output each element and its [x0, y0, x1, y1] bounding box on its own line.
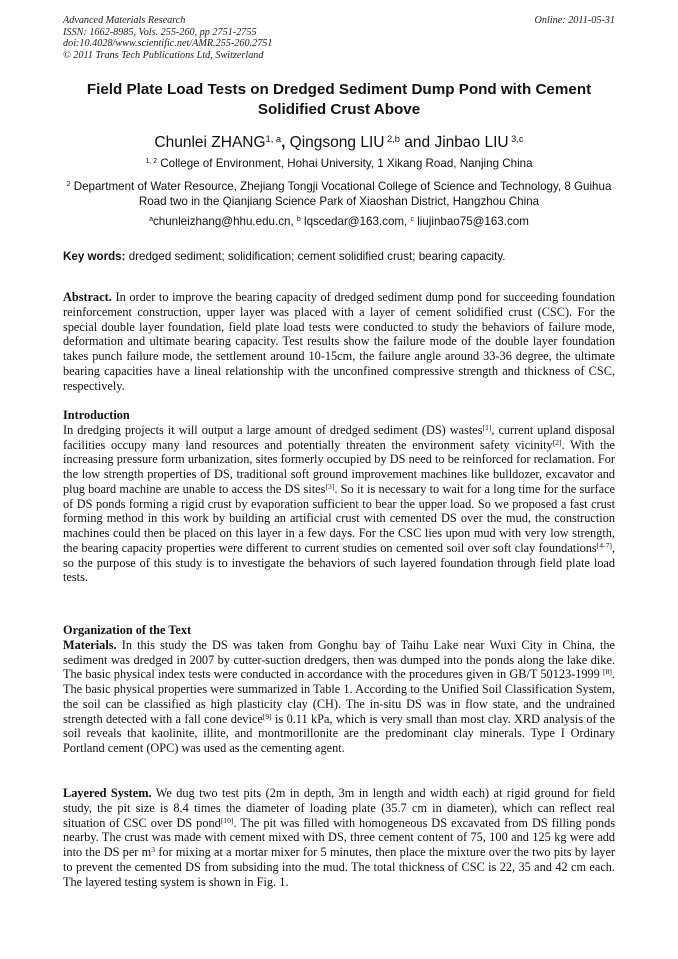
author-2: Qingsong LIU [285, 134, 385, 151]
materials-paragraph [63, 638, 615, 756]
layered-text-3: for mixing at a mortar mixer for 5 minutes, then place the mixture over the two pits by layer to prevent the cemented DS from subsiding into the mud. The total thickness of CSC is 22, 35 and 42 cm each. The layered testing system is shown in Fig. 1. [63, 845, 615, 889]
intro-text-4: . So it is necessary to wait for a long time for the surface of DS ponds forming a rigid crust by evaporation sufficient to bear the upper load. So we proposed a fast crust forming method in this work by building an artificial crust with cemented DS over the mud, the construction machines could then be placed on this layer in a few days. For the CSC lies upon mud with very low strength, the bearing capacity properties were different to current studies on cemented soil over soft clay foundations [63, 481, 616, 555]
citation-ref-1: [1] [482, 422, 492, 432]
introduction-section [63, 408, 615, 585]
journal-header [63, 15, 615, 61]
journal-name: Advanced Materials Research [63, 15, 186, 26]
layered-text-2: . The pit was filled with homogeneous DS excavated from DS filling ponds nearby. The crust was made with cement mixed with DS, three cement content of 75, 100 and 125 kg were add into the DS per m [63, 815, 616, 859]
keywords-label: Key words: [63, 250, 126, 263]
citation-ref-9: [9] [262, 711, 272, 721]
email-b: lqscedar@163.com, [300, 215, 411, 228]
organization-heading: Organization of the Text [63, 623, 192, 637]
materials-text-2: . The basic physical properties were summarized in Table 1. According to the Unified Soil Classification System, the soil can be classified as high plasticity clay (CH). The in-situ DS was in flow state, and the undrained strength detected with a fall cone device [63, 667, 615, 726]
paper-title: Field Plate Load Tests on Dredged Sediment Dump Pond with Cement Solidified Crust Above [86, 81, 592, 118]
affiliation-1 [63, 157, 615, 172]
layered-system-label: Layered System. [63, 786, 152, 800]
email-c: liujinbao75@163.com [413, 215, 529, 228]
layered-text-1: We dug two test pits (2m in depth, 3m in length and width each) at rigid ground for field study, the pit size is 8.4 times the diameter of loading plate (35.7 cm in diameter), which can reflect real situation of CSC over DS pond [63, 786, 615, 830]
keywords-text: dredged sediment; solidification; cement solidified crust; bearing capacity. [125, 250, 506, 263]
intro-text-3: . With the increasing pressure form urbanization, sites formerly occupied by DS need to be reinforced for reclamation. For the low strength properties of DS, traditional soft ground improvement machines like bulldozer, excavator and plug board machine are unable to access the DS sites [63, 437, 615, 496]
intro-text-2: , current upland disposal facilities occupy many land resources and potentially threaten the environment safety vicinity [63, 422, 615, 452]
cubic-superscript: 3 [151, 844, 156, 854]
online-date: Online: 2011-05-31 [534, 15, 615, 26]
copyright-line: © 2011 Trans Tech Publications Ltd, Switzerland [63, 49, 264, 61]
citation-ref-2: [2] [552, 437, 562, 447]
author-separator: , [281, 134, 286, 151]
materials-text-1: In this study the DS was taken from Gonghu bay of Taihu Lake near Wuxi City in China, the sediment was dredged in 2007 by cutter-suction dredgers, then was dumped into the ponds along the lake dike. The basic physical index tests were conducted in accordance with the procedures given in GB/T 50123-1999 [63, 637, 615, 682]
affiliation-2-text: Department of Water Resource, Zhejiang Tongji Vocational College of Science and Technology, 8 Guihua Road two in the Qianjiang Science Park of Xiaoshan District, Hangzhou China [70, 180, 612, 208]
keywords [63, 250, 615, 264]
abstract-label: Abstract. [63, 290, 112, 304]
materials-text-3: is 0.11 kPa, which is very small than most clay. XRD analysis of the soil reveals that kaolinite, illite, and montmorillonite are the predominant clay minerals. Type I Ordinary Portland cement (OPC) was used as the cementing agent. [63, 711, 615, 755]
layered-system-paragraph [63, 786, 615, 889]
introduction-paragraph [63, 423, 615, 585]
citation-ref-10: [10] [220, 815, 234, 825]
abstract-text: In order to improve the bearing capacity of dredged sediment dump pond for succeeding foundation reinforcement construction, upper layer was placed with a layer of cement solidified crust (CSC). For the special double layer foundation, field plate load tests were conducted to study the behaviors of failure mode, deformation and ultimate bearing capacity. Test results show the failure mode of the double layer foundation takes punch failure mode, the settlement around 10-15cm, the failure angle around 33-36 degree, the ultimate bearing capacities have a lineal relationship with the unconfined compressive strength and thickness of CSC, respectively. [63, 290, 615, 393]
citation-ref-3: [3] [325, 481, 335, 491]
email-c-marker: c [410, 216, 414, 224]
abstract [63, 290, 615, 393]
author-1: Chunlei ZHANG [154, 134, 266, 151]
affiliation-1-marker: 1, 2 [145, 158, 158, 166]
email-a: chunleizhang@hhu.edu.cn, [152, 215, 297, 228]
materials-label: Materials. [63, 637, 117, 652]
email-b-marker: b [296, 216, 301, 224]
author-and: and [399, 134, 435, 151]
author-3: Jinbao LIU [434, 134, 509, 151]
email-list [63, 215, 615, 229]
organization-section [63, 623, 615, 756]
affiliation-1-text: College of Environment, Hohai University, 1 Xikang Road, Nanjing China [157, 157, 533, 170]
issn-line: ISSN: 1662-8985, Vols. 255-260, pp 2751-2755 [63, 26, 257, 38]
intro-text-5: , so the purpose of this study is to investigate the behaviors of such layered foundation through field plate load tests. [63, 540, 615, 585]
citation-ref-8: [8] [603, 667, 612, 677]
author-3-marker: 3,c [508, 133, 524, 144]
introduction-heading: Introduction [63, 408, 130, 422]
author-2-marker: 2,b [384, 133, 400, 144]
intro-text-1: In dredging projects it will output a large amount of dredged sediment (DS) wastes [63, 422, 483, 437]
citation-ref-4-7: [4-7] [596, 540, 612, 550]
email-a-marker: a [149, 216, 153, 224]
affiliation-2-marker: 2 [66, 181, 71, 189]
affiliation-2 [63, 180, 615, 209]
author-1-marker: 1, a [265, 133, 282, 144]
doi-line: doi:10.4028/www.scientific.net/AMR.255-260.2751 [63, 38, 273, 50]
author-list [63, 133, 615, 152]
